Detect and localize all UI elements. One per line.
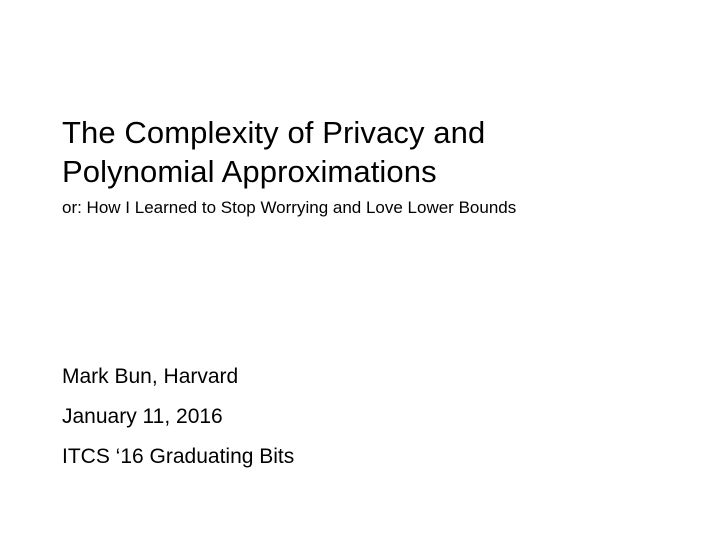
slide-title-line-1: The Complexity of Privacy and: [62, 115, 486, 150]
event-name: ITCS ‘16 Graduating Bits: [62, 445, 295, 468]
slide-title-line-2: Polynomial Approximations: [62, 154, 437, 189]
title-block: [62, 113, 702, 219]
slide-subtitle: or: How I Learned to Stop Worrying and Love Lower Bounds: [62, 198, 517, 217]
presentation-date: January 11, 2016: [62, 405, 223, 428]
author-affiliation: Mark Bun, Harvard: [62, 365, 239, 388]
author-block: [62, 357, 562, 477]
